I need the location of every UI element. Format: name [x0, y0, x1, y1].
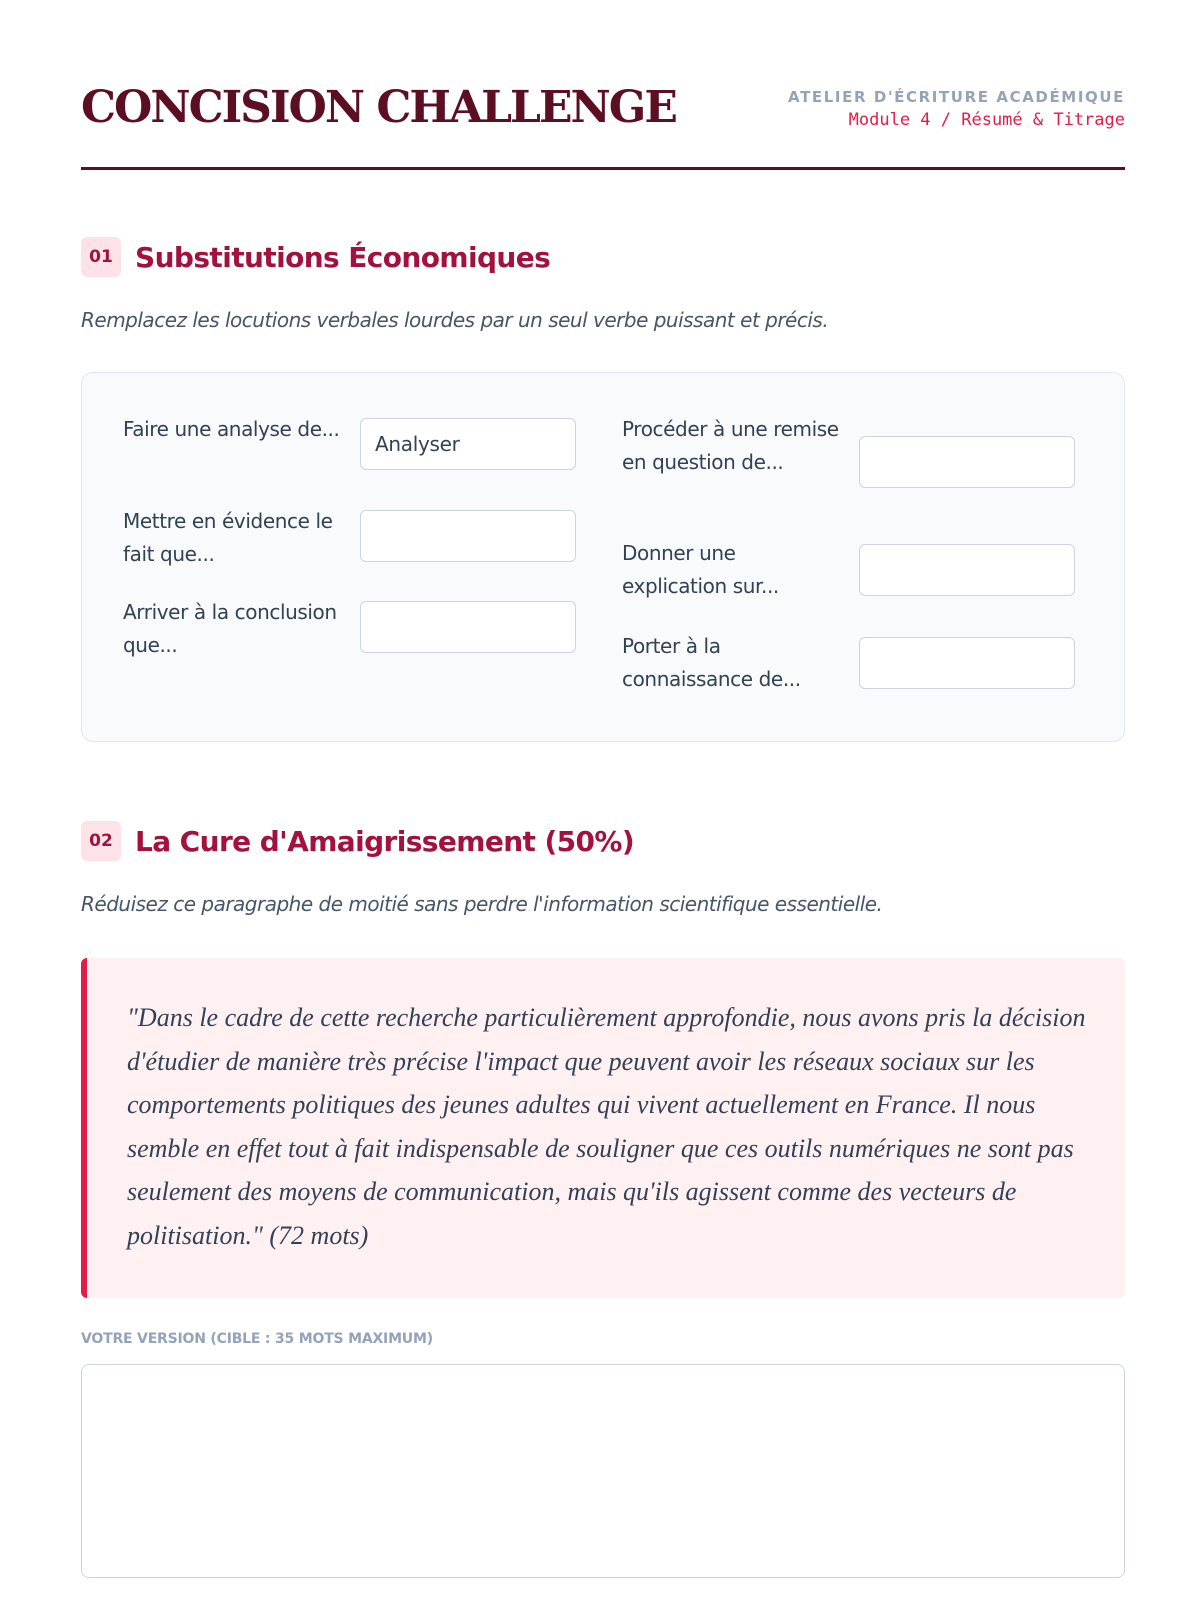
answer-label: VOTRE VERSION (CIBLE : 35 MOTS MAXIMUM): [81, 1331, 433, 1347]
section-number-badge: 02: [81, 821, 121, 861]
substitution-input[interactable]: [360, 510, 576, 562]
substitution-input[interactable]: [859, 436, 1075, 488]
substitution-phrase: Mettre en évidence le fait que...: [123, 509, 333, 566]
section-header: [81, 236, 1125, 278]
page-title: CONCISION CHALLENGE: [81, 82, 676, 133]
substitution-phrase: Faire une analyse de...: [123, 417, 340, 441]
section-title: La Cure d'Amaigrissement (50%): [135, 824, 635, 858]
section-header: [81, 820, 1125, 862]
substitution-phrase: Arriver à la conclusion que...: [123, 600, 337, 657]
answer-textarea[interactable]: [81, 1364, 1125, 1578]
substitution-input[interactable]: [360, 601, 576, 653]
section-instruction: Remplacez les locutions verbales lourdes par un seul verbe puissant et précis.: [81, 308, 829, 332]
substitution-input[interactable]: [859, 637, 1075, 689]
source-paragraph-quote: [81, 958, 1125, 1298]
section-instruction: Réduisez ce paragraphe de moitié sans perdre l'information scientifique essentielle.: [81, 892, 883, 916]
substitution-input[interactable]: [360, 418, 576, 470]
section-title: Substitutions Économiques: [135, 240, 551, 274]
module-label: Module 4 / Résumé & Titrage: [848, 110, 1125, 130]
section-substitutions: [81, 236, 1125, 691]
substitution-phrase: Procéder à une remise en question de...: [622, 417, 839, 474]
page-header: [81, 80, 1125, 170]
substitution-input[interactable]: [859, 544, 1075, 596]
substitution-panel: [81, 372, 1125, 742]
source-paragraph-text: "Dans le cadre de cette recherche particulièrement approfondie, nous avons pris la décision d'étudier de manière très précise l'impact que peuvent avoir les réseaux sociaux sur les comportements politiques des jeunes adultes qui vivent actuellement en France. Il nous semble en effet tout à fait indispensable de souligner que ces outils numériques ne sont pas seulement des moyens de communication, mais qu'ils agissent comme des vecteurs de politisation." (72 mots): [127, 1003, 1086, 1250]
header-meta: [788, 88, 1125, 130]
substitution-phrase: Donner une explication sur...: [622, 541, 779, 598]
section-number-badge: 01: [81, 237, 121, 277]
section-reduction: [81, 820, 1125, 1347]
course-kicker: ATELIER D'ÉCRITURE ACADÉMIQUE: [788, 88, 1125, 106]
substitution-phrase: Porter à la connaissance de...: [622, 634, 801, 691]
